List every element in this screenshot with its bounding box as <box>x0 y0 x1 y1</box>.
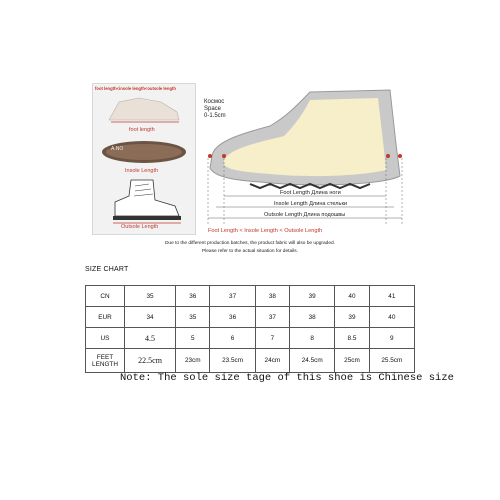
measurement-order-label: foot length<insole length<outsole length <box>95 86 176 91</box>
notice-line-2: Please refer to the actual situation for details. <box>202 249 298 254</box>
table-cell: 25cm <box>335 349 369 373</box>
shoe-size-diagram <box>200 84 410 234</box>
outsole-length-legend: Outsole Length Длина подошвы <box>264 212 346 218</box>
table-cell: 34 <box>125 307 176 328</box>
sole-size-note: Note: The sole size tage of this shoe is Chinese size <box>120 372 454 384</box>
table-cell: 39 <box>335 307 369 328</box>
row-header-line-1: FEET <box>96 353 114 361</box>
row-header-line-2: LENGTH <box>92 360 118 368</box>
table-row <box>86 349 415 373</box>
table-cell: 7 <box>255 328 289 349</box>
table-cell: 37 <box>255 307 289 328</box>
table-cell: 23cm <box>176 349 210 373</box>
space-range: 0-1.5cm <box>204 113 226 119</box>
svg-text:A.NO: A.NO <box>111 146 124 152</box>
table-cell: 25.5cm <box>369 349 414 373</box>
table-cell: 39 <box>290 286 335 307</box>
foot-outline-image <box>99 94 187 124</box>
table-cell: 36 <box>176 286 210 307</box>
table-cell: 24cm <box>255 349 289 373</box>
row-header <box>86 349 125 373</box>
notice-line-1: Due to the different production batches, the product fabric will also be upgraded. <box>164 241 336 246</box>
table-cell: 41 <box>369 286 414 307</box>
table-cell: 4.5 <box>125 328 176 349</box>
foot-length-legend: Foot Length Длина ноги <box>280 190 341 196</box>
length-comparison: Foot Length < Insole Length < Outsole Length <box>208 228 323 234</box>
table-cell: 22.5cm <box>125 349 176 373</box>
size-chart-table <box>85 285 415 373</box>
table-cell: 24.5cm <box>290 349 335 373</box>
table-cell: 36 <box>210 307 255 328</box>
measurement-illustration <box>92 83 196 235</box>
foot-length-label: foot length <box>129 127 155 133</box>
table-cell: 35 <box>176 307 210 328</box>
row-header: US <box>86 328 125 349</box>
row-header: EUR <box>86 307 125 328</box>
table-cell: 37 <box>210 286 255 307</box>
table-cell: 5 <box>176 328 210 349</box>
table-cell: 8 <box>290 328 335 349</box>
table-row <box>86 286 415 307</box>
insole-length-label: Insole Length <box>125 168 159 174</box>
space-label-en: Space <box>204 106 222 112</box>
table-cell: 8.5 <box>335 328 369 349</box>
table-cell: 38 <box>255 286 289 307</box>
space-label <box>204 99 226 120</box>
size-chart-title: SIZE CHART <box>85 266 129 273</box>
table-cell: 6 <box>210 328 255 349</box>
space-label-ru: Космос <box>204 99 225 105</box>
table-cell: 40 <box>369 307 414 328</box>
table-cell: 40 <box>335 286 369 307</box>
outsole-length-label: Outsole Length <box>121 224 159 230</box>
boot-image <box>101 176 187 224</box>
table-row <box>86 328 415 349</box>
table-row <box>86 307 415 328</box>
table-cell: 9 <box>369 328 414 349</box>
insole-image <box>99 138 189 166</box>
row-header: CN <box>86 286 125 307</box>
table-cell: 35 <box>125 286 176 307</box>
table-cell: 23.5cm <box>210 349 255 373</box>
table-cell: 38 <box>290 307 335 328</box>
insole-length-legend: Insole Length Длина стельки <box>274 201 348 207</box>
